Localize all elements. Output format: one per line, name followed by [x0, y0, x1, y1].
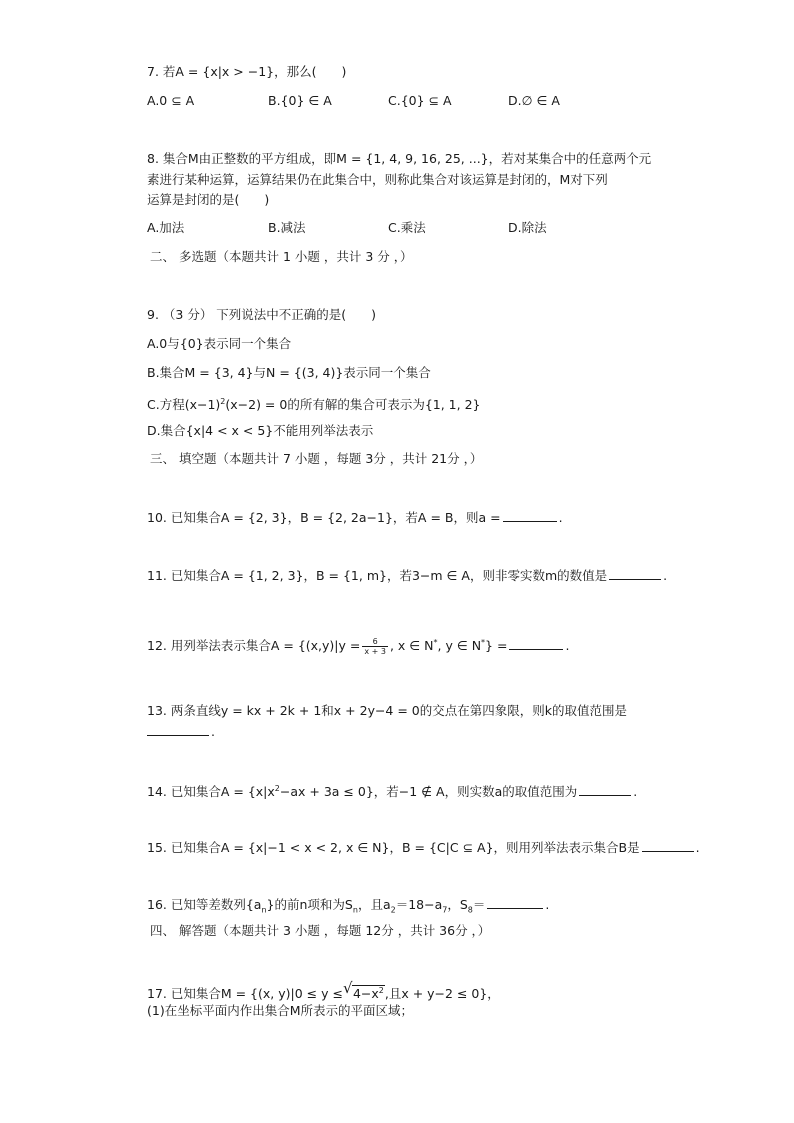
- q7-option-a: A.0 ⊆ A: [147, 93, 195, 108]
- question-16: 16. 已知等差数列$\{a_n\}$的前n项和为$S_n$，且$a_2=18-a_7$，$S_8=$ .: [147, 897, 550, 915]
- q9-option-b: B.集合M = {3, 4}与N = {(3, 4)}表示同一个集合: [147, 365, 431, 380]
- question-7-stem: 7. 若A = {x|x > −1}，那么( ): [147, 64, 347, 79]
- answer-blank[interactable]: [609, 567, 661, 580]
- q7-option-b: B.{0} ∈ A: [268, 93, 332, 108]
- question-13-line1: 13. 两条直线y = kx + 2k + 1和x + 2y−4 = 0的交点在第四象限，则k的取值范围是: [147, 703, 627, 718]
- section-heading-multiple-choice: 二、 多选题（本题共计 1 小题 ，共计 3 分 ，）: [150, 249, 413, 264]
- answer-blank[interactable]: [503, 509, 557, 522]
- q9-option-d: D.集合{x|4 < x < 5}不能用列举法表示: [147, 423, 374, 438]
- question-8-line2: 素进行某种运算，运算结果仍在此集合中，则称此集合对该运算是封闭的，M对下列: [147, 172, 608, 187]
- question-8-line3: 运算是封闭的是( ): [147, 192, 270, 207]
- radical-sign: √: [342, 979, 353, 997]
- q8-option-a: A.加法: [147, 220, 185, 235]
- q8-option-c: C.乘法: [388, 220, 426, 235]
- question-11: 11. 已知集合A = {1, 2, 3}，B = {1, m}，若3−m ∈ A，则非零实数m的数值是 .: [147, 568, 668, 583]
- question-9-stem: 9. （3 分） 下列说法中不正确的是( ): [147, 307, 377, 322]
- q8-option-b: B.减法: [268, 220, 306, 235]
- question-13-line2: .: [147, 723, 215, 740]
- square-root: √ $4-x^2$: [342, 979, 384, 1002]
- q8-option-d: D.除法: [508, 220, 547, 235]
- question-15: 15. 已知集合A = {x|−1 < x < 2, x ∈ N}，B = {C|C ⊆ A}，则用列举法表示集合B是 .: [147, 840, 700, 855]
- section-heading-solution: 四、 解答题（本题共计 3 小题 ，每题 12分 ，共计 36分 ，）: [150, 923, 491, 938]
- fraction: $\frac{6}{x + 3}$: [364, 637, 386, 657]
- answer-blank[interactable]: [509, 637, 563, 650]
- answer-blank[interactable]: [642, 839, 694, 852]
- q9-option-c: C.方程$(x-1)^2(x-2) = 0$的所有解的集合可表示为{1, 1, 2}: [147, 397, 481, 413]
- question-14: 14. 已知集合$A = \{x|x^2-ax + 3a \le 0\}$，若−1 ∉ A，则实数a的取值范围为 .: [147, 784, 638, 800]
- answer-blank[interactable]: [579, 783, 631, 796]
- q7-option-d: D.∅ ∈ A: [508, 93, 560, 108]
- question-8-line1: 8. 集合M由正整数的平方组成，即M = {1, 4, 9, 16, 25, ...}，若对某集合中的任意两个元: [147, 151, 652, 166]
- question-12: 12. 用列举法表示集合A = {(x,y)|y = $\frac{6}{x + 3}$ , x ∈ N*, y ∈ N*} = .: [147, 637, 570, 657]
- section-heading-fill-in: 三、 填空题（本题共计 7 小题 ，每题 3分 ，共计 21分 ，）: [150, 451, 483, 466]
- q9-option-a: A.0与{0}表示同一个集合: [147, 336, 292, 351]
- answer-blank[interactable]: [487, 896, 543, 909]
- q7-option-c: C.{0} ⊆ A: [388, 93, 452, 108]
- question-10: 10. 已知集合A = {2, 3}，B = {2, 2a−1}，若A = B，则a = .: [147, 510, 563, 525]
- question-17-part1: (1)在坐标平面内作出集合M所表示的平面区域；: [147, 1003, 413, 1018]
- answer-blank[interactable]: [147, 723, 209, 736]
- question-17-stem: 17. 已知集合M = {(x, y)|0 ≤ y ≤ √ $4-x^2$,且x + y−2 ≤ 0}，: [147, 979, 500, 1002]
